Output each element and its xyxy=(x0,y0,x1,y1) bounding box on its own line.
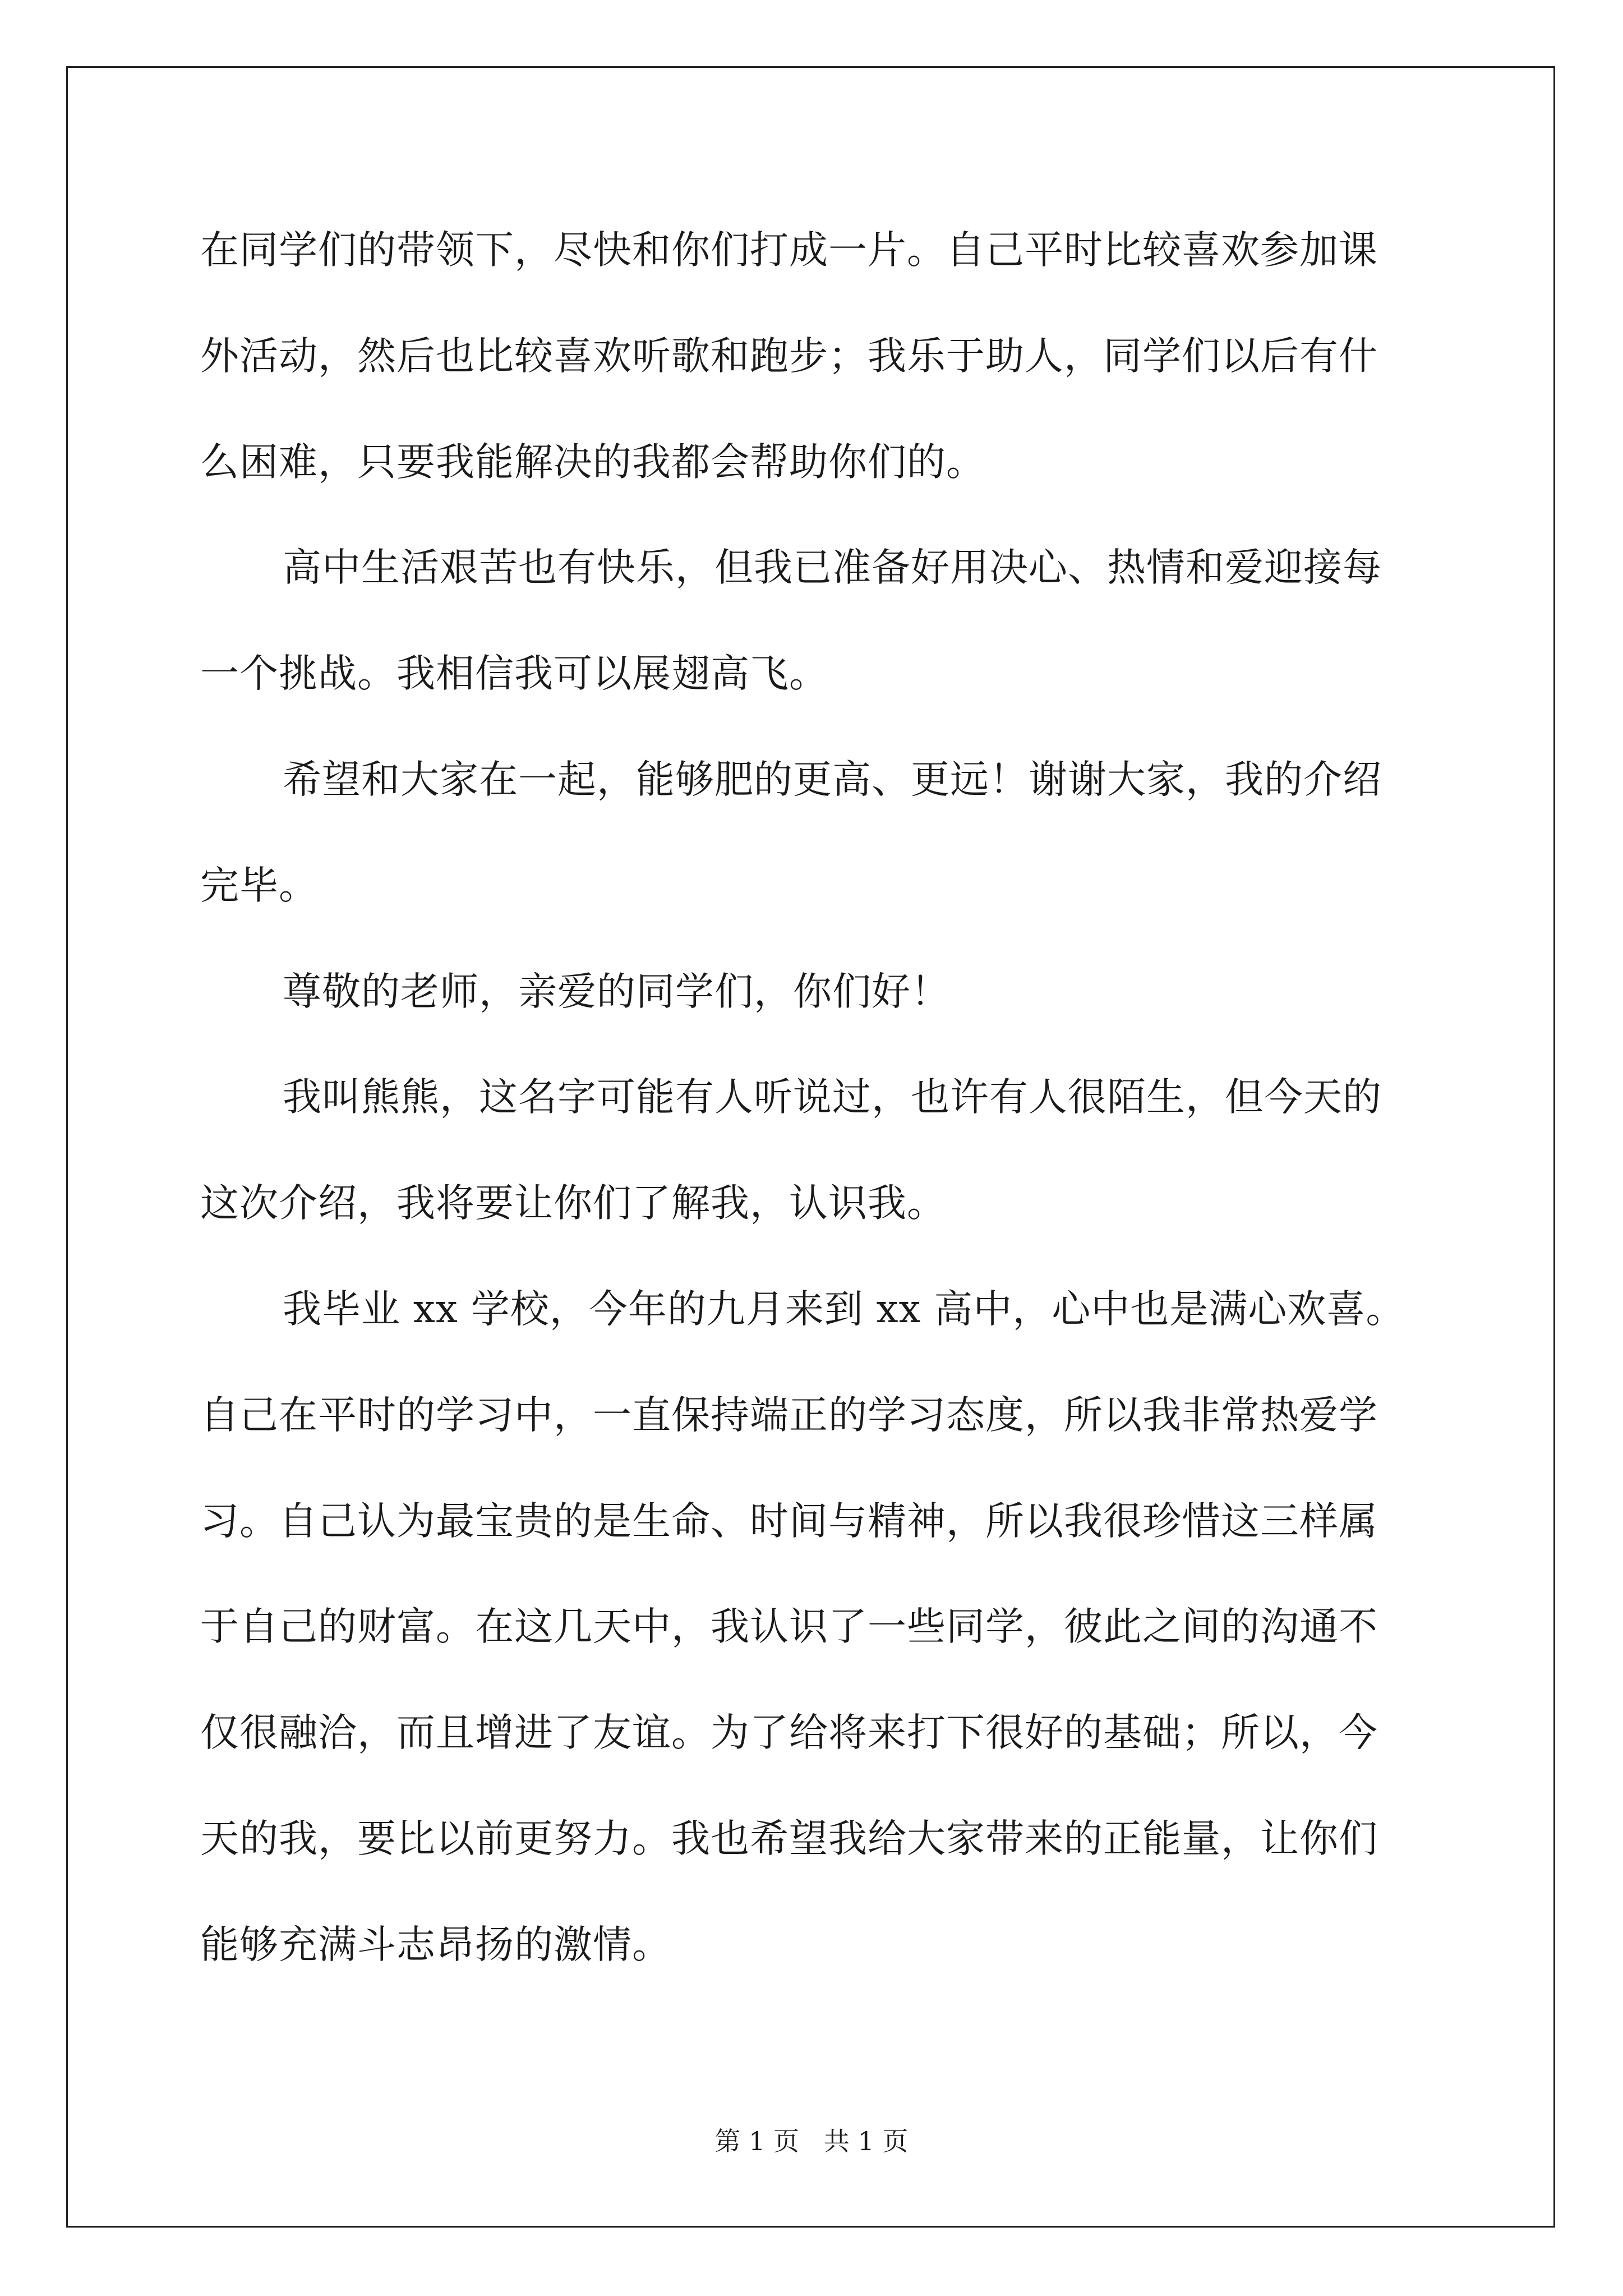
text-line: 我叫熊熊，这名字可能有人听说过，也许有人很陌生，但今天的 xyxy=(283,1075,1382,1120)
text-line: 习。自己认为最宝贵的是生命、时间与精神，所以我很珍惜这三样属 xyxy=(200,1499,1378,1544)
text-line: 天的我，要比以前更努力。我也希望我给大家带来的正能量，让你们 xyxy=(200,1816,1378,1861)
text-line: 外活动，然后也比较喜欢听歌和跑步；我乐于助人，同学们以后有什 xyxy=(200,334,1378,379)
text-line: 完毕。 xyxy=(200,863,318,908)
text-line: 于自己的财富。在这几天中，我认识了一些同学，彼此之间的沟通不 xyxy=(200,1604,1378,1649)
text-line: 我毕业 xx 学校，今年的九月来到 xx 高中，心中也是满心欢喜。 xyxy=(283,1287,1405,1332)
text-line: 仅很融洽，而且增进了友谊。为了给将来打下很好的基础；所以，今 xyxy=(200,1710,1378,1755)
page-border xyxy=(66,66,1555,2228)
text-line: 这次介绍，我将要让你们了解我，认识我。 xyxy=(200,1181,946,1226)
text-line: 一个挑战。我相信我可以展翅高飞。 xyxy=(200,651,828,696)
text-line: 么困难，只要我能解决的我都会帮助你们的。 xyxy=(200,440,985,485)
text-line: 在同学们的带领下，尽快和你们打成一片。自己平时比较喜欢参加课 xyxy=(200,228,1378,273)
text-line: 希望和大家在一起，能够肥的更高、更远！谢谢大家，我的介绍 xyxy=(283,757,1382,802)
text-line: 能够充满斗志昂扬的激情。 xyxy=(200,1922,671,1967)
text-line: 自己在平时的学习中，一直保持端正的学习态度，所以我非常热爱学 xyxy=(200,1393,1378,1438)
text-line: 尊敬的老师，亲爱的同学们，你们好！ xyxy=(283,969,950,1014)
text-line: 高中生活艰苦也有快乐，但我已准备好用决心、热情和爱迎接每 xyxy=(283,545,1382,590)
page-footer: 第 1 页 共 1 页 xyxy=(714,2126,909,2156)
